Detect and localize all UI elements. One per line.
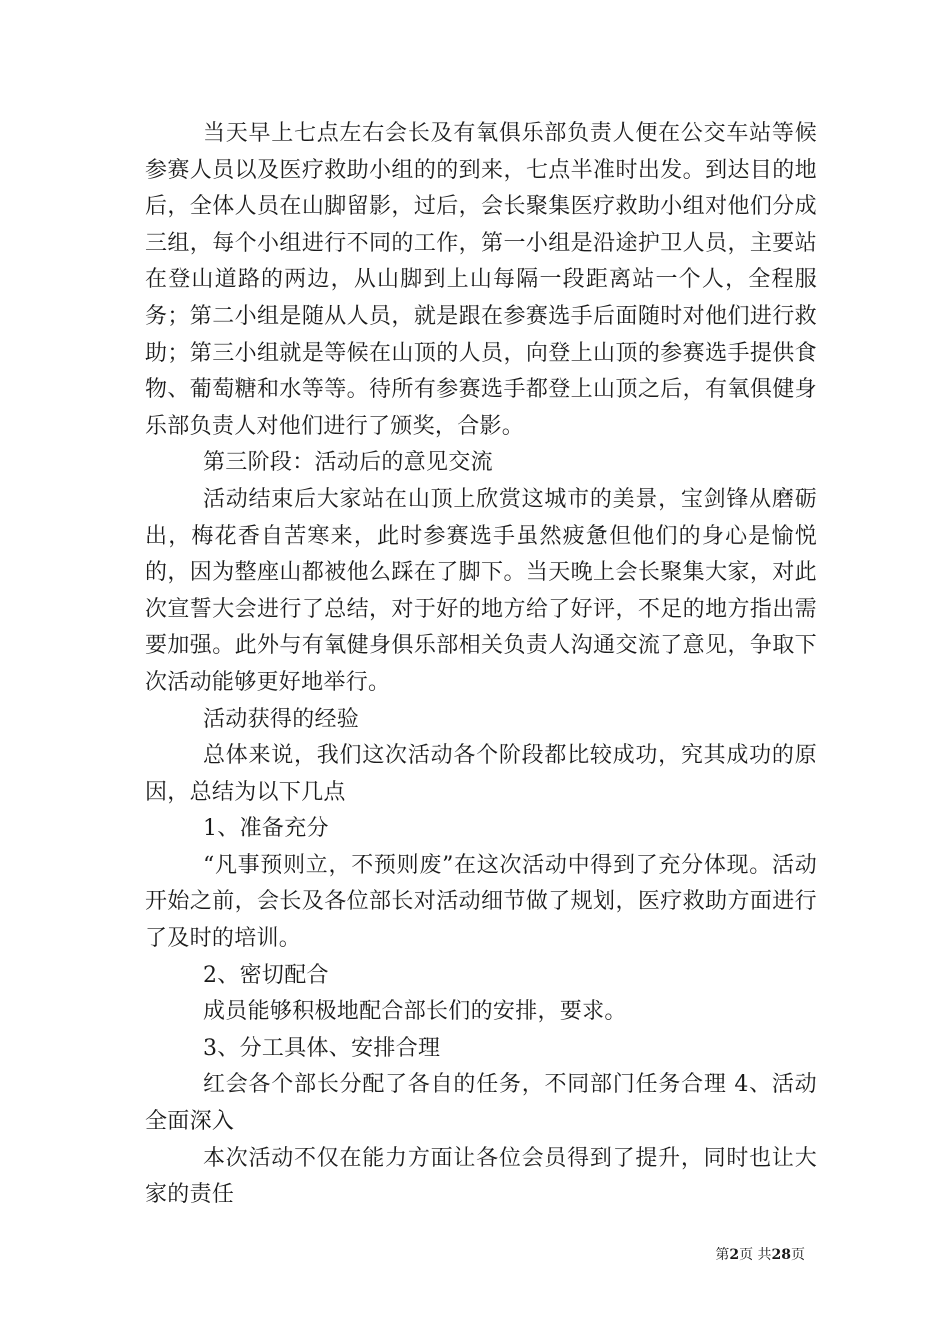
paragraph: 成员能够积极地配合部长们的安排，要求。 [203, 999, 627, 1025]
section-heading: 活动获得的经验 [203, 706, 360, 732]
footer-suffix: 页 [791, 1247, 805, 1263]
paragraph: 活动结束后大家站在山顶上欣赏这城市的美景，宝剑锋从磨砺出，梅花香自苦寒来，此时参赛选手虽然疲惫但他们的身心是愉悦的，因为整座山都被他么踩在了脚下。当天晚上会长聚集大家，对此次宣誓大会进行了总结，对于好的地方给了好评，不足的地方指出需要加强。此外与有氧健身俱乐部相关负责人沟通交流了意见，争取下次活动能够更好地举行。 [145, 486, 817, 695]
section-heading: 第三阶段：活动后的意见交流 [203, 450, 493, 476]
paragraph: “凡事预则立，不预则废”在这次活动中得到了充分体现。活动开始之前，会长及各位部长对活动细节做了规划，医疗救助方面进行了及时的培训。 [145, 852, 817, 952]
footer-middle: 页 共 [739, 1247, 772, 1263]
footer-prefix: 第 [715, 1247, 730, 1263]
paragraph: 本次活动不仅在能力方面让各位会员得到了提升，同时也让大家的责任 [145, 1145, 817, 1208]
total-page-count: 28 [771, 1247, 791, 1263]
document-body [145, 116, 817, 1214]
list-heading: 1、准备充分 [203, 816, 329, 842]
list-heading: 2、密切配合 [203, 962, 329, 988]
current-page-number: 2 [729, 1247, 740, 1263]
paragraph: 红会各个部长分配了各自的任务，不同部门任务合理 4、活动全面深入 [145, 1072, 817, 1135]
page-number-footer [715, 1246, 805, 1264]
list-heading: 3、分工具体、安排合理 [203, 1035, 441, 1061]
paragraph: 当天早上七点左右会长及有氧俱乐部负责人便在公交车站等候参赛人员以及医疗救助小组的的到来，七点半准时出发。到达目的地后，全体人员在山脚留影，过后，会长聚集医疗救助小组对他们分成三组，每个小组进行不同的工作，第一小组是沿途护卫人员，主要站在登山道路的两边，从山脚到上山每隔一段距离站一个人，全程服务；第二小组是随从人员，就是跟在参赛选手后面随时对他们进行救助；第三小组就是等候在山顶的人员，向登上山顶的参赛选手提供食物、葡萄糖和水等等。待所有参赛选手都登上山顶之后，有氧俱健身乐部负责人对他们进行了颁奖，合影。 [145, 121, 817, 439]
paragraph: 总体来说，我们这次活动各个阶段都比较成功，究其成功的原因，总结为以下几点 [145, 743, 817, 805]
